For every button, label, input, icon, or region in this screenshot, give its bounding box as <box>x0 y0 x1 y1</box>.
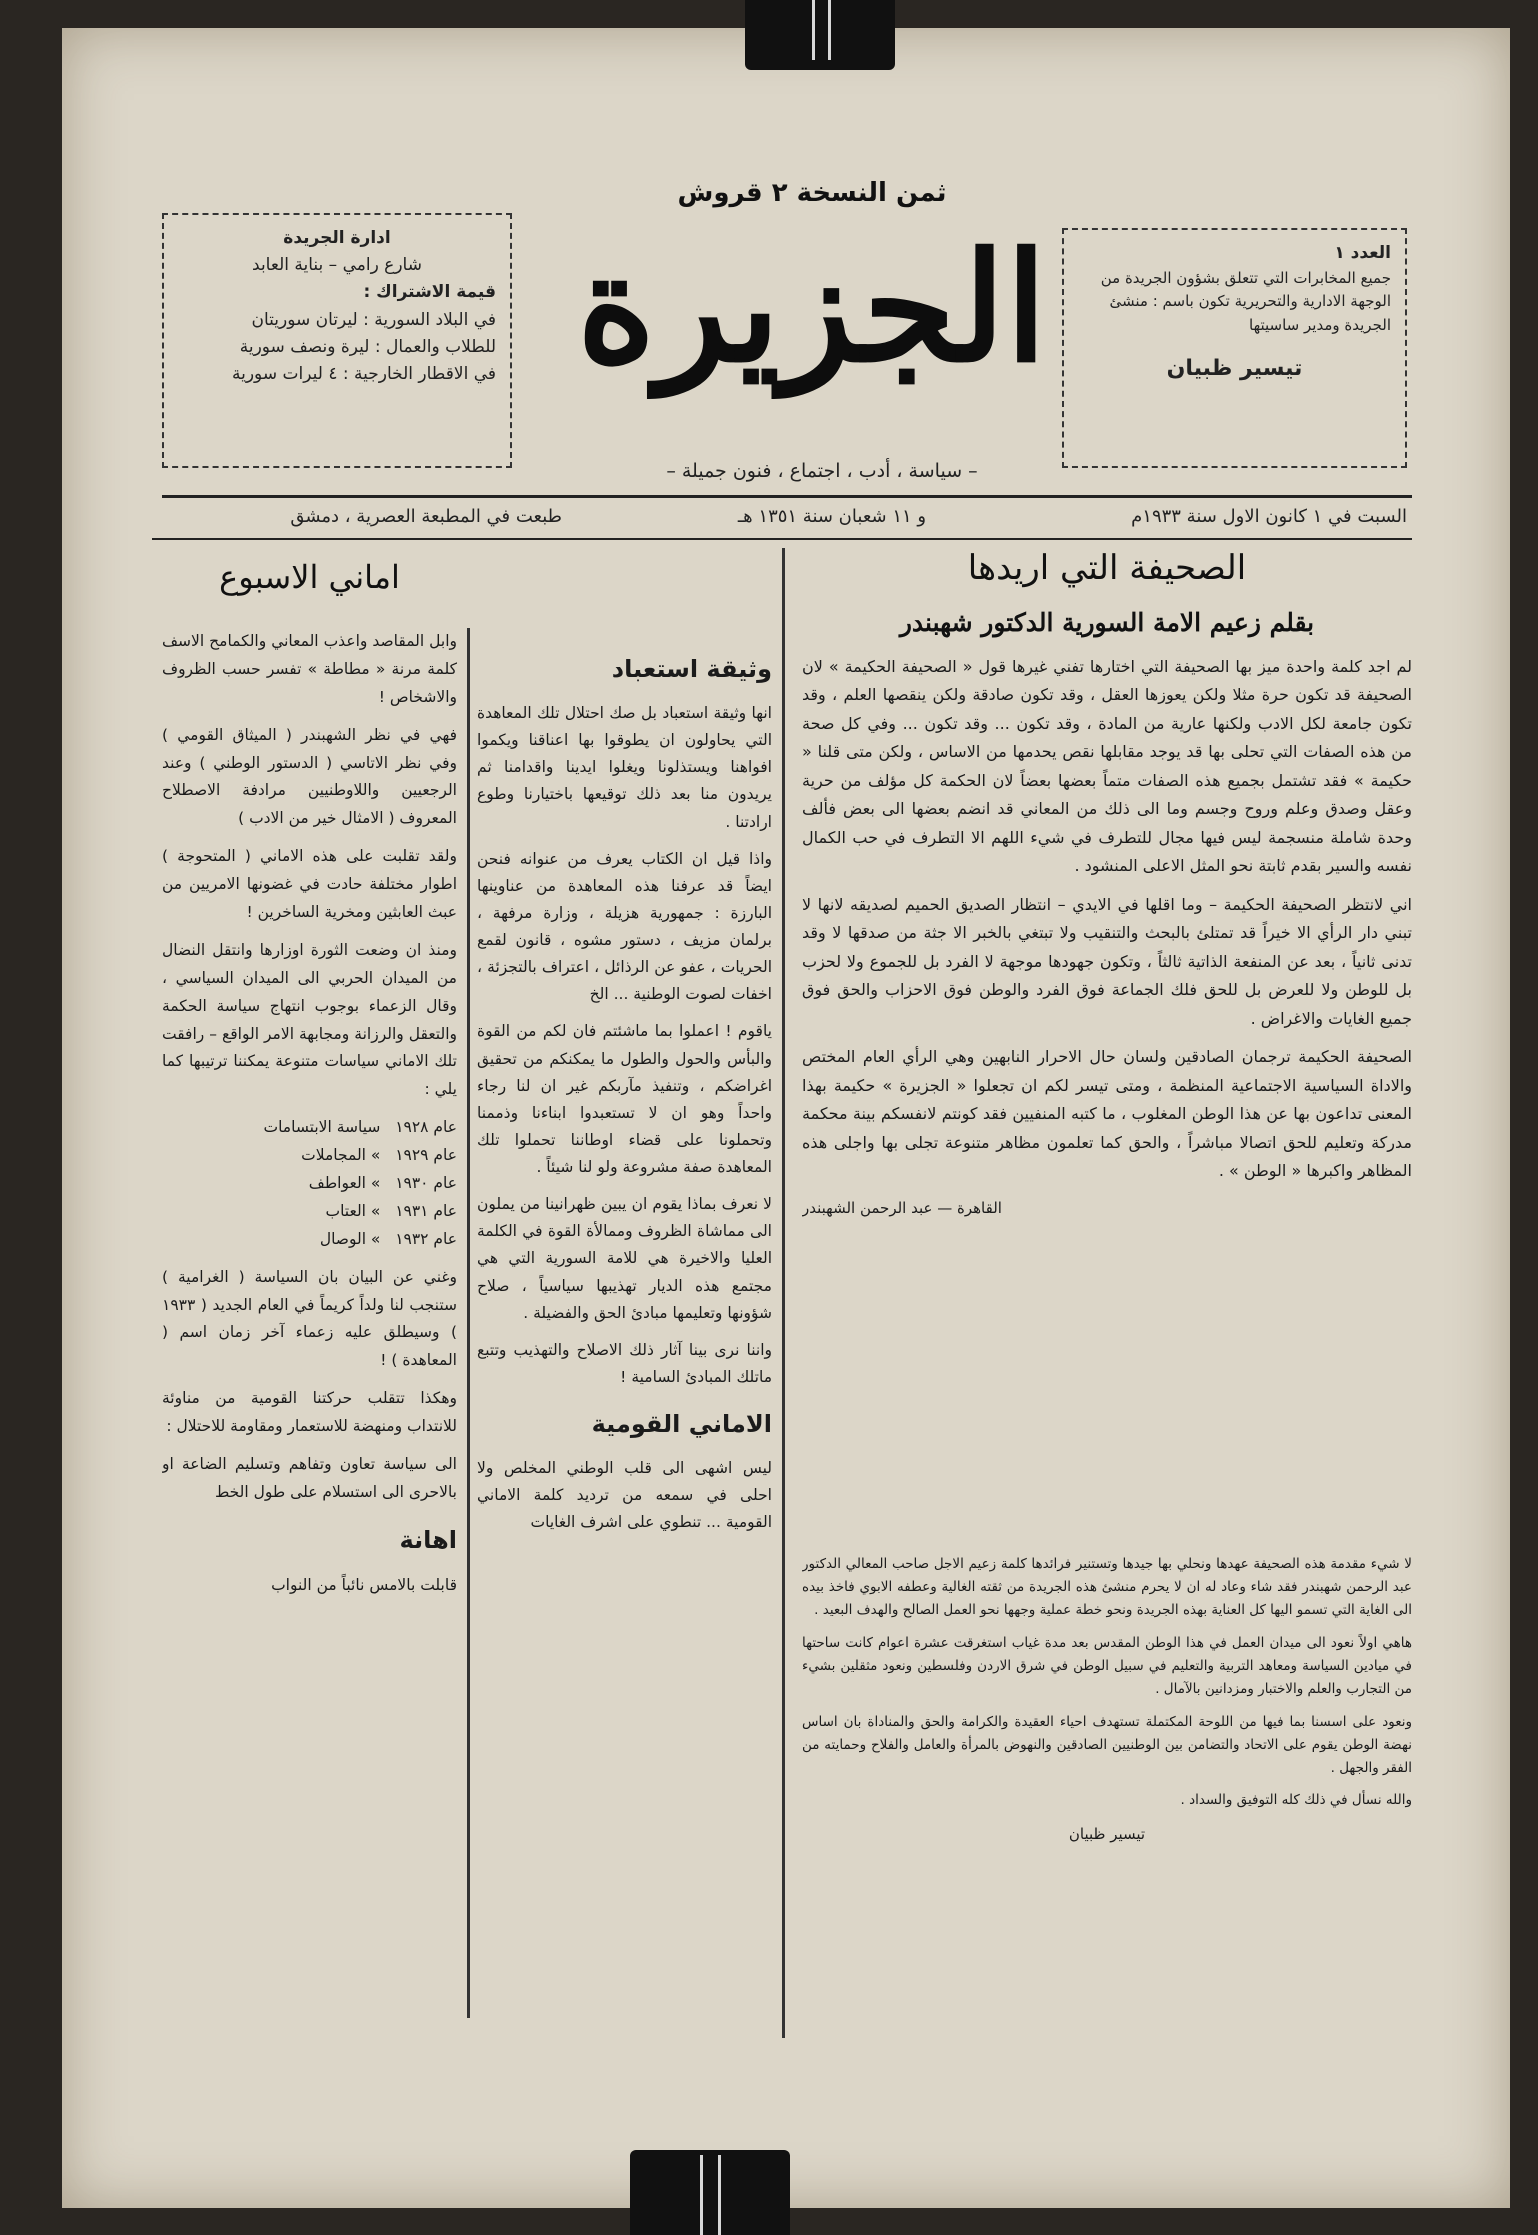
newspaper-page <box>62 28 1510 2208</box>
left-paragraph: ومنذ ان وضعت الثورة اوزارها وانتقل النضال من الميدان الحربي الى الميدان السياسي ، وقال الزعماء بوجوب انتهاج سياسة الحكمة والتعقل والرزانة ومجابهة الامر الواقع – رافقت تلك الاماني سياسات متنوعة يمكننا ترتيبها كما يلي : <box>162 940 457 1099</box>
editor-name: تيسير ظبيان <box>1166 355 1303 381</box>
main-article-title: الصحيفة التي اريدها <box>967 548 1247 588</box>
left-paragraph: الى سياسة تعاون وتفاهم وتسليم الضاعة او بالاحرى الى استسلام على طول الخط <box>162 1455 457 1501</box>
timeline-year: عام ١٩٢٨ <box>395 1118 457 1137</box>
article-paragraph: اني لانتظر الصحيفة الحكيمة – وما اقلها في الايدي – انتظار الصديق الحميم لصديقه لانها لا تبني دار الرأي الا خيراً قد تمتلئ بالبحث والتنقيب ولا تبتغي بالخبر الا جثة من صدقها لا وقد تدنى ثانياً ، بعد عن المنفعة الذاتية ثالثاً ، وتكون جهودها موجهة لا الفرد بل للجموع ولا لحزب بل للوطن ولا للعرض بل للحق فلك الجماعة فوق الفرد والوطن فوق الاحزاب والحق فوق جميع الغايات والاغراض . <box>802 894 1412 1028</box>
administration-box <box>162 213 512 468</box>
timeline-policy: » العواطف <box>308 1174 381 1193</box>
clip-wire <box>828 0 831 60</box>
timeline-policy: » الوصال <box>319 1229 381 1248</box>
left-paragraph: وغني عن البيان بان السياسة ( الغرامية ) ستنجب لنا ولداً كريماً في العام الجديد ( ١٩٣٣ ) وسيطلق عليه زعماء آخر زمان اسم ( المعاهدة ) ! <box>162 1267 457 1370</box>
column-divider <box>467 628 470 2018</box>
middle-paragraph: ياقوم ! اعملوا بما ماشئتم فان لكم من القوة والبأس والحول والطول ما يمكنكم من تحقيق اغراضكم ، وتنفيذ مآربكم غير ان لنا رجاء واحداً وهو ان لا تستعبدوا ابناءنا وذممنا وتحملونا على قضاء اوطاننا تحملوا تلك المعاهدة صفة مشروعة ولو لنا شيئاً . <box>477 1022 772 1176</box>
left-section2-title: اهانة <box>399 1525 457 1554</box>
editorial-paragraph: هاهي اولاً نعود الى ميدان العمل في هذا الوطن المقدس بعد مدة غياب استغرقت عشرة اعوام كانت ساحتها في ميادين السياسة ومعاهد التربية والتعليم في سبيل الوطن في شرق الاردن وفلسطين ونعود مثقلين بشيء من التجارب والعلم والاختبار ومزدانين بالآمال . <box>802 1634 1412 1697</box>
policy-timeline <box>162 1114 457 1253</box>
column-divider <box>782 548 785 2038</box>
left-column-title: اماني الاسبوع <box>219 558 400 596</box>
timeline-entry <box>162 1198 457 1226</box>
middle-section2-paragraph: ليس اشهى الى قلب الوطني المخلص ولا احلى في سمعه من ترديد كلمة الاماني القومية ... تنطوي على اشرف الغايات <box>477 1459 772 1532</box>
printer-line: طبعت في المطبعة العصرية ، دمشق <box>290 506 562 527</box>
main-article-byline: بقلم زعيم الامة السورية الدكتور شهبندر <box>899 608 1315 637</box>
date-gregorian: السبت في ١ كانون الاول سنة ١٩٣٣م <box>1131 506 1407 527</box>
editorial-paragraph: لا شيء مقدمة هذه الصحيفة عهدها ونحلي بها جيدها وتستنير فرائدها كلمة زعيم الاجل صاحب المعالي الدكتور عبد الرحمن شهبندر فقد شاء وعاد له ان لا يحرم منشئ هذه الجريدة من ثقته الغالية وعطفه الابوي فاخذ بيده الى الغاية التي تسمو اليها كل العناية بهذه الجريدة ونحو خطة عملية وجهها نحو العمل الصالح والهدف البعيد . <box>802 1556 1412 1618</box>
timeline-entry <box>162 1226 457 1254</box>
left-paragraph: وهكذا تتقلب حركتنا القومية من مناوئة للانتداب ومنهضة للاستعمار ومقاومة للاحتلال : <box>162 1389 457 1436</box>
editorial-note <box>802 1553 1412 1973</box>
issue-notice: جميع المخابرات التي تتعلق بشؤون الجريدة من الوجهة الادارية والتحريرية تكون باسم : منشئ الجريدة ومدير ساسيتها <box>1100 269 1391 334</box>
left-section2-text: قابلت بالامس نائباً من النواب <box>271 1576 457 1595</box>
left-paragraph: فهي في نظر الشهبندر ( الميثاق القومي ) وفي نظر الاتاسي ( الدستور الوطني ) وعند الرجعيين واللاوطنيين مرادفة الاصطلاح المعروف ( الامثال خير من الادب ) <box>162 725 457 828</box>
masthead-divider <box>162 495 1412 498</box>
middle-paragraph: لا نعرف بماذا يقوم ان يبين ظهرانينا من يملون الى مماشاة الظروف وممالأة القوة في الكلمة العليا والاخيرة هي للامة السورية التي هي مجتمع هذه الديار تهذيبها سياسياً ، صلاح شؤونها وتعليمها مبادئ الحق والفضيلة . <box>477 1195 772 1322</box>
middle-paragraph: واننا نرى بينا آثار ذلك الاصلاح والتهذيب وتتبع ماتلك المبادئ السامية ! <box>477 1340 772 1386</box>
subscription-rate: في البلاد السورية : ليرتان سوريتان <box>251 309 496 330</box>
middle-paragraph: واذا قيل ان الكتاب يعرف من عنوانه فنحن ايضاً قد عرفنا هذه المعاهدة من عناوينها البارزة : جمهورية هزيلة ، وزارة مرفهة ، برلمان مزيف ، دستور مشوه ، قانون لقمع الحريات ، عفو عن الرذائل ، اعتراف بالتجزئة ، اخفات لصوت الوطنية ... الخ <box>477 849 772 1004</box>
left-column <box>162 628 457 2038</box>
timeline-year: عام ١٩٢٩ <box>395 1146 457 1165</box>
middle-paragraph: انها وثيقة استعباد بل صك احتلال تلك المعاهدة التي يحاولون ان يطوقوا بها اعناقنا ويكموا افواهنا ويستذلونا ويغلوا ايدينا واقدامنا ثم يريدون منا بعد ذلك توقيعها باختيارنا وطوع ارادتنا . <box>477 704 772 831</box>
binder-clip-top <box>745 0 895 70</box>
dateline-divider <box>152 538 1412 540</box>
article-signature: القاهرة — عبد الرحمن الشهبندر <box>802 1199 1002 1218</box>
clip-wire <box>812 0 815 60</box>
editorial-paragraph: ونعود على اسسنا بما فيها من اللوحة المكتملة تستهدف احياء العقيدة والكرامة والحق والمناداة بان اساس نهضة الوطن يقوم على الاتحاد والتضامن بين الوطنيين الصادقين والنهوض بالمرأة والعامل والفلاح وحمايته من الفقر والجهل . <box>802 1713 1412 1776</box>
editorial-paragraph: والله نسأل في ذلك كله التوفيق والسداد . <box>1180 1792 1412 1809</box>
issue-box <box>1062 228 1407 468</box>
masthead-tagline: – سياسة ، أدب ، اجتماع ، فنون جميلة – <box>666 460 978 482</box>
clip-wire <box>718 2155 721 2235</box>
admin-address: شارع رامي – بناية العابد <box>252 255 422 276</box>
timeline-entry <box>162 1142 457 1170</box>
timeline-policy: » العتاب <box>325 1201 381 1220</box>
main-article-body <box>802 653 1412 1553</box>
date-hijri: و ١١ شعبان سنة ١٣٥١ هـ <box>737 506 927 527</box>
timeline-policy: » المجاملات <box>301 1146 381 1165</box>
subscription-rate: في الاقطار الخارجية : ٤ ليرات سورية <box>232 363 496 384</box>
masthead-title: الجزيرة <box>576 220 1048 396</box>
subscription-rate: للطلاب والعمال : ليرة ونصف سورية <box>239 336 496 357</box>
middle-column <box>477 648 772 2038</box>
middle-section2-title: الاماني القومية <box>591 1410 772 1438</box>
timeline-entry <box>162 1114 457 1142</box>
timeline-entry <box>162 1170 457 1198</box>
timeline-policy: سياسة الابتسامات <box>263 1118 381 1137</box>
issue-number: العدد ١ <box>1334 243 1391 263</box>
left-paragraph: ولقد تقلبت على هذه الاماني ( المتحوجة ) اطوار مختلفة حادت في غضونها الامريين من عبث العابثين ومخرية الساخرين ! <box>162 847 457 922</box>
article-paragraph: لم اجد كلمة واحدة ميز بها الصحيفة التي اختارها تفني غيرها قول « الصحيفة الحكيمة » لان الصحيفة قد تكون حرة مثلا ولكن يعوزها العقل ، وقد تكون صادقة ولكن ينقصها العلم ، وقد تكون جامعة لكل الادب ولكنها عارية من المادة ، وقد تكون ... وقد تكون ... وفي كل صحة من هذه الصفات التي تحلى بها قد يوجد مقابلها نقص يحدمها من الاساس ، ولكن متى قلنا « حكيمة » فقد تشتمل بجميع هذه الصفات متماً بعضها بعضاً لان الحكمة كل مؤلف من حرية وعقل وصدق وعلم وروح وجسم وما الى ذلك من المعاني قد انضم بعضها الى بعض فألف وحدة شاملة منسجمة ليس فيها مجال للتطرف في شيء اللهم الا التطرف في حب الكمال نفسه والسير بقدم ثابتة نحو المثل الاعلى المنشود . <box>802 657 1412 876</box>
timeline-year: عام ١٩٣٠ <box>395 1174 457 1193</box>
clip-wire <box>700 2155 703 2235</box>
timeline-year: عام ١٩٣١ <box>395 1201 457 1220</box>
left-paragraph: وابل المقاصد واعذب المعاني والكمامح الاسف كلمة مرنة « مطاطة » تفسر حسب الظروف والاشخاص ! <box>162 632 457 706</box>
binder-clip-bottom <box>630 2150 790 2235</box>
admin-heading: ادارة الجريدة <box>283 228 391 248</box>
article-paragraph: الصحيفة الحكيمة ترجمان الصادقين ولسان حال الاحرار النابهين وهي الرأي العام المختص والاداة السياسية الاجتماعية المنظمة ، ومتى تيسر لكم ان تجعلوا « الجزيرة » حكيمة بهذا المعنى تداعون بها عن هذا الوطن المغلوب ، ما كتبه المنفيين فقد كونتم لانفسكم بينة محكمة مدركة وتعليم للحق اتصالا مباشراً ، والحق كما تعلمون مظاهر متنوعة تجلى بها واجلى هذه المظاهر واكبرها « الوطن » . <box>802 1047 1412 1180</box>
middle-column-title: وثيقة استعباد <box>611 655 772 683</box>
timeline-year: عام ١٩٣٢ <box>395 1229 457 1248</box>
issue-price: ثمن النسخة ٢ قروش <box>677 178 947 208</box>
subscription-heading: قيمة الاشتراك : <box>363 282 496 303</box>
editorial-signature: تيسير ظبيان <box>1068 1825 1146 1844</box>
